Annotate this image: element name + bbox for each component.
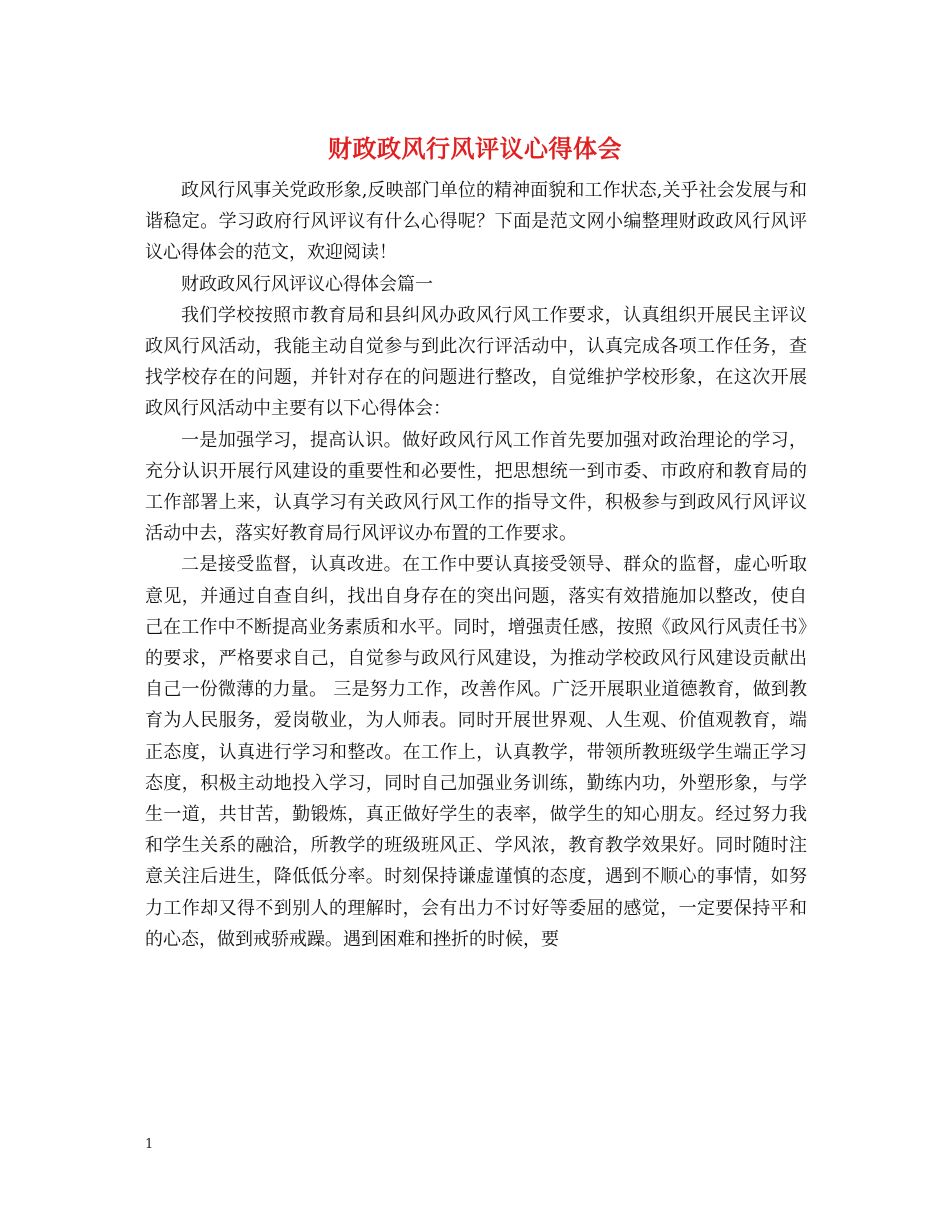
- paragraph-point-two: 二是接受监督，认真改进。在工作中要认真接受领导、群众的监督，虚心听取意见，并通过自查自纠，找出自身存在的突出问题，落实有效措施加以整改，使自己在工作中不断提高业务素质和水平。同时，增强责任感，按照《政风行风责任书》的要求，严格要求自己，自觉参与政风行风建设，为推动学校政风行风建设贡献出自己一份微薄的力量。 三是努力工作，改善作风。广泛开展职业道德教育，做到教育为人民服务，爱岗敬业，为人师表。同时开展世界观、人生观、价值观教育，端正态度，认真进行学习和整改。在工作上，认真教学，带领所教班级学生端正学习态度，积极主动地投入学习，同时自己加强业务训练，勤练内功，外塑形象，与学生一道，共甘苦，勤锻炼，真正做好学生的表率，做学生的知心朋友。经过努力我和学生关系的融洽，所教学的班级班风正、学风浓，教育教学效果好。同时随时注意关注后进生，降低低分率。时刻保持谦虚谨慎的态度，遇到不顺心的事情，如努力工作却又得不到别人的理解时，会有出力不讨好等委屈的感觉，一定要保持平和的心态，做到戒骄戒躁。遇到困难和挫折的时候，要: [145, 554, 807, 950]
- page-number: 1: [145, 1137, 154, 1152]
- document-body: [145, 175, 807, 955]
- paragraph-point-one: 一是加强学习，提高认识。做好政风行风工作首先要加强对政治理论的学习，充分认识开展行风建设的重要性和必要性，把思想统一到市委、市政府和教育局的工作部署上来，认真学习有关政风行风工作的指导文件，积极参与到政风行风评议活动中去，落实好教育局行风评议办布置的工作要求。: [145, 429, 807, 545]
- section-heading: 财政政风行风评议心得体会篇一: [181, 273, 433, 295]
- paragraph-intro: 政风行风事关党政形象,反映部门单位的精神面貌和工作状态,关乎社会发展与和谐稳定。学习政府行风评议有什么心得呢？下面是范文网小编整理财政政风行风评议心得体会的范文，欢迎阅读！: [145, 180, 807, 264]
- paragraph-overview: 我们学校按照市教育局和县纠风办政风行风工作要求，认真组织开展民主评议政风行风活动，我能主动自觉参与到此次行评活动中，认真完成各项工作任务，查找学校存在的问题，并针对存在的问题进行整改，自觉维护学校形象，在这次开展政风行风活动中主要有以下心得体会：: [145, 304, 807, 420]
- document-title: 财政政风行风评议心得体会: [328, 134, 622, 163]
